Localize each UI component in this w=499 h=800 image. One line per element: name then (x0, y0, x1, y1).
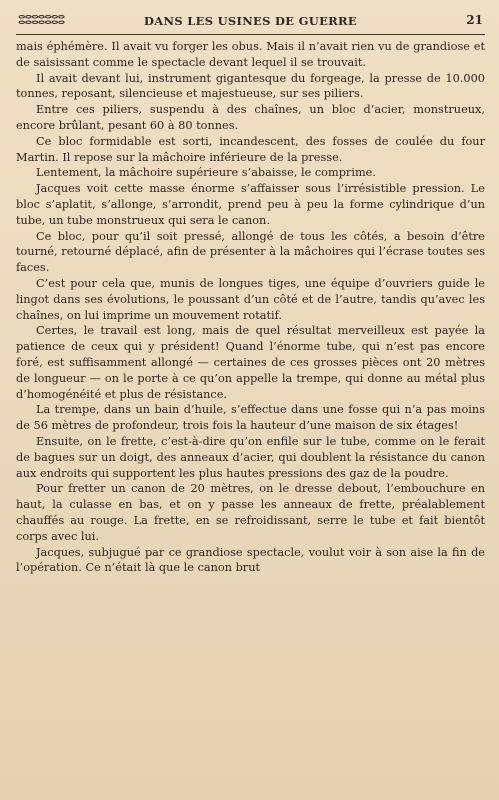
paragraph: Il avait devant lui, instrument gigantesque du forgeage, la presse de 10.000 tonnes, reposant, silencieuse et majestueuse, sur ses piliers. (16, 71, 485, 101)
paragraph: Ce bloc, pour qu’il soit pressé, allongé de tous les côtés, a besoin d’être tourné, retourné déplacé, afin de présenter à la mâchoires qui l’écrase toutes ses faces. (16, 229, 485, 275)
paragraph: Certes, le travail est long, mais de quel résultat merveilleux est payée la patience de ceux qui y président! Quand l’énorme tube, qui n’est pas encore foré, est suffisamment allongé — certaines de ces grosses pièces ont 20 mètres de longueur — on le porte à ce qu’on appelle la trempe, qui donne au métal plus d’homogénéité et plus de résistance. (16, 324, 485, 401)
running-head-title: DANS LES USINES DE GUERRE (144, 14, 357, 28)
paragraph: Ensuite, on le frette, c’est-à-dire qu’on enfile sur le tube, comme on le ferait de bagues sur un doigt, des anneaux d’acier, qui doublent la résistance du canon aux endroits qui supportent les plus hautes pressions des gaz de la poudre. (16, 434, 485, 480)
header-ornament: ⵓⵓⵓⵓⵓⵓⵓ (18, 13, 65, 27)
body-text (16, 39, 485, 576)
paragraph: Jacques voit cette masse énorme s’affaisser sous l’irrésistible pression. Le bloc s’aplatit, s’allonge, s’arrondit, prend peu à peu la forme cylindrique d’un tube, un tube monstrueux qui sera le canon. (16, 182, 485, 227)
paragraph: Pour fretter un canon de 20 mètres, on le dresse debout, l’embouchure en haut, la culasse en bas, et on y passe les anneaux de frette, préalablement chauffés au rouge. La frette, en se refroidissant, serre le tube et fait bientôt corps avec lui. (16, 482, 485, 543)
paragraph: Entre ces piliers, suspendu à des chaînes, un bloc d’acier, monstrueux, encore brûlant, pesant 60 à 80 tonnes. (16, 103, 485, 132)
paragraph: Jacques, subjugué par ce grandiose spectacle, voulut voir à son aise la fin de l’opération. Ce n’était là que le canon brut (16, 545, 485, 575)
running-header (16, 10, 485, 35)
paragraph: C’est pour cela que, munis de longues tiges, une équipe d’ouvriers guide le lingot dans ses évolutions, le poussant d’un côté et de l’autre, tandis qu’avec les chaînes, on lui imprime un mouvement rotatif. (16, 276, 485, 322)
paragraph: mais éphémère. Il avait vu forger les obus. Mais il n’avait rien vu de grandiose et de saisissant comme le spectacle devant lequel il se trouvait. (16, 40, 485, 69)
paragraph: La trempe, dans un bain d’huile, s’effectue dans une fosse qui n’a pas moins de 56 mètres de profondeur, trois fois la hauteur d’une maison de six étages! (16, 403, 485, 433)
paragraph: Ce bloc formidable est sorti, incandescent, des fosses de coulée du four Martin. Il repose sur la mâchoire inférieure de la presse. (16, 134, 485, 164)
paragraph: Lentement, la mâchoire supérieure s’abaisse, le comprime. (36, 166, 376, 180)
page-number: 21 (466, 13, 483, 27)
